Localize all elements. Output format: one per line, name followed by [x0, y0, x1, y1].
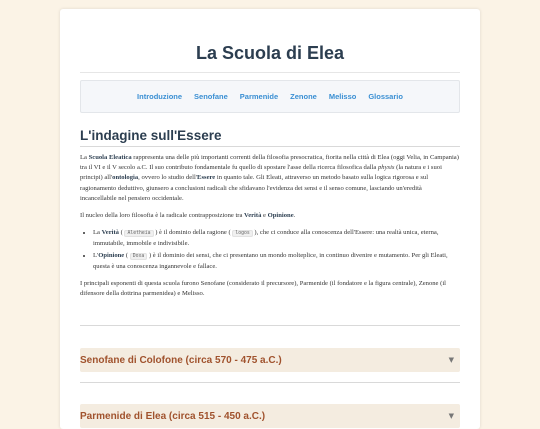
nav-link-glossario[interactable]: Glossario	[368, 92, 403, 101]
nav-link-zenone[interactable]: Zenone	[290, 92, 317, 101]
contrast-paragraph: Il nucleo della loro filosofia è la radicale contrapposizione tra Verità e Opinione.	[80, 212, 296, 220]
term-code: Doxa	[130, 253, 148, 260]
list-item-verita: • La Verità ( Aletheia ) è il dominio della ragione ( logos ), che ci conduce alla conoscenza dell'Essere: una realtà unica, eterna, immutabile, immobile e indivisibile.	[93, 228, 460, 249]
section-heading: L'indagine sull'Essere	[80, 128, 222, 143]
content-divider	[80, 325, 460, 326]
accordion-senofane[interactable]	[80, 348, 460, 372]
triangle-down-icon: ▼	[448, 356, 454, 364]
accordion-divider	[80, 382, 460, 383]
intro-text	[80, 153, 460, 306]
concept-list	[93, 228, 460, 272]
nav-link-introduzione[interactable]: Introduzione	[137, 92, 183, 101]
triangle-down-icon: ▼	[448, 412, 454, 420]
nav-link-senofane[interactable]: Senofane	[194, 92, 228, 101]
main-container	[60, 9, 480, 429]
site-title: La Scuola di Elea	[195, 43, 345, 63]
nav-link-melisso[interactable]: Melisso	[328, 92, 357, 101]
nav-link-parmenide[interactable]: Parmenide	[239, 92, 279, 101]
accordion-parmenide[interactable]	[80, 404, 460, 428]
accordion-label: Senofane di Colofone (circa 570 - 475 a.C.)	[80, 354, 282, 366]
term-code: Aletheia	[124, 230, 153, 237]
section-divider	[80, 146, 460, 147]
intro-paragraph: La Scuola Eleatica rappresenta una delle più importanti correnti della filosofia presocratica, fiorita nella città di Elea (oggi Velia, in Campania) tra il VI e il V secolo a.C. Il suo contributo fondamentale fu quello di spostare l'asse della ricerca filosofica dalla physis (la natura e i suoi principi) all'ontologia, ovvero lo studio dell'Essere in quanto tale. Gli Eleati, attraverso un metodo basato sulla logica rigorosa e sul ragionamento deduttivo, giunsero a conclusioni radicali che sfidavano l'evidenza dei sensi e il senso comune, lasciando un'eredità incancellabile nel pensiero occidentale.	[80, 154, 459, 202]
list-item-opinione: • L'Opinione ( Doxa ) è il dominio dei sensi, che ci presentano un mondo molteplice, in continuo divenire e mutamento. Per gli Eleati, questa è una conoscenza ingannevole e fallace.	[93, 251, 460, 272]
title-divider	[80, 72, 460, 73]
term-code: logos	[232, 230, 252, 237]
exponents-paragraph: I principali esponenti di questa scuola furono Senofane (considerato il precursore), Parmenide (il fondatore e la figura centrale), Zenone (il difensore della dottrina parmenidea) e Melisso.	[80, 280, 446, 298]
accordion-label: Parmenide di Elea (circa 515 - 450 a.C.)	[80, 410, 266, 422]
main-nav	[80, 80, 460, 113]
